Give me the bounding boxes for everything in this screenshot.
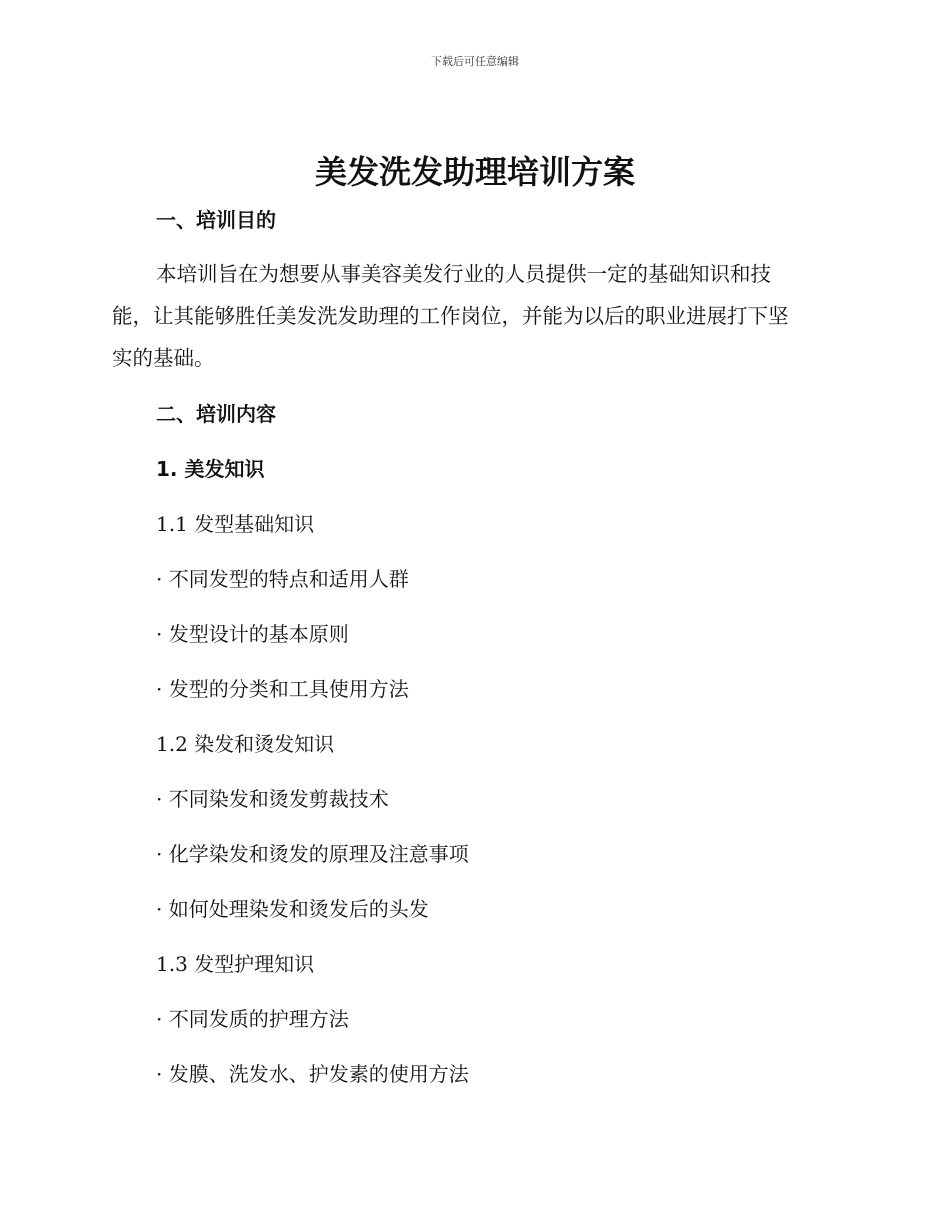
list-item: · 不同染发和烫发剪裁技术 bbox=[156, 787, 389, 811]
list-item: · 不同发型的特点和适用人群 bbox=[156, 567, 409, 591]
list-item: · 化学染发和烫发的原理及注意事项 bbox=[156, 842, 469, 866]
paragraph-line: 实的基础。 bbox=[112, 346, 215, 370]
training-purpose-paragraph bbox=[112, 253, 838, 379]
paragraph-line: 能，让其能够胜任美发洗发助理的工作岗位，并能为以后的职业进展打下坚 bbox=[112, 304, 789, 328]
list-item: · 发型设计的基本原则 bbox=[156, 622, 349, 646]
list-item: 1.3 发型护理知识 bbox=[156, 952, 315, 976]
section-heading-training-content: 二、培训内容 bbox=[156, 402, 276, 426]
document-title: 美发洗发助理培训方案 bbox=[314, 153, 635, 191]
page-header-note: 下载后可任意编辑 bbox=[431, 55, 519, 68]
list-item: · 不同发质的护理方法 bbox=[156, 1007, 349, 1031]
list-item: 1.2 染发和烫发知识 bbox=[156, 732, 335, 756]
list-item: · 如何处理染发和烫发后的头发 bbox=[156, 897, 429, 921]
list-item: · 发型的分类和工具使用方法 bbox=[156, 677, 409, 701]
section-heading-training-purpose: 一、培训目的 bbox=[156, 208, 276, 232]
paragraph-line: 本培训旨在为想要从事美容美发行业的人员提供一定的基础知识和技 bbox=[156, 262, 771, 286]
list-item: 1.1 发型基础知识 bbox=[156, 512, 315, 536]
list-item: · 发膜、洗发水、护发素的使用方法 bbox=[156, 1062, 469, 1086]
subheading-hair-knowledge: 1. 美发知识 bbox=[156, 457, 265, 481]
